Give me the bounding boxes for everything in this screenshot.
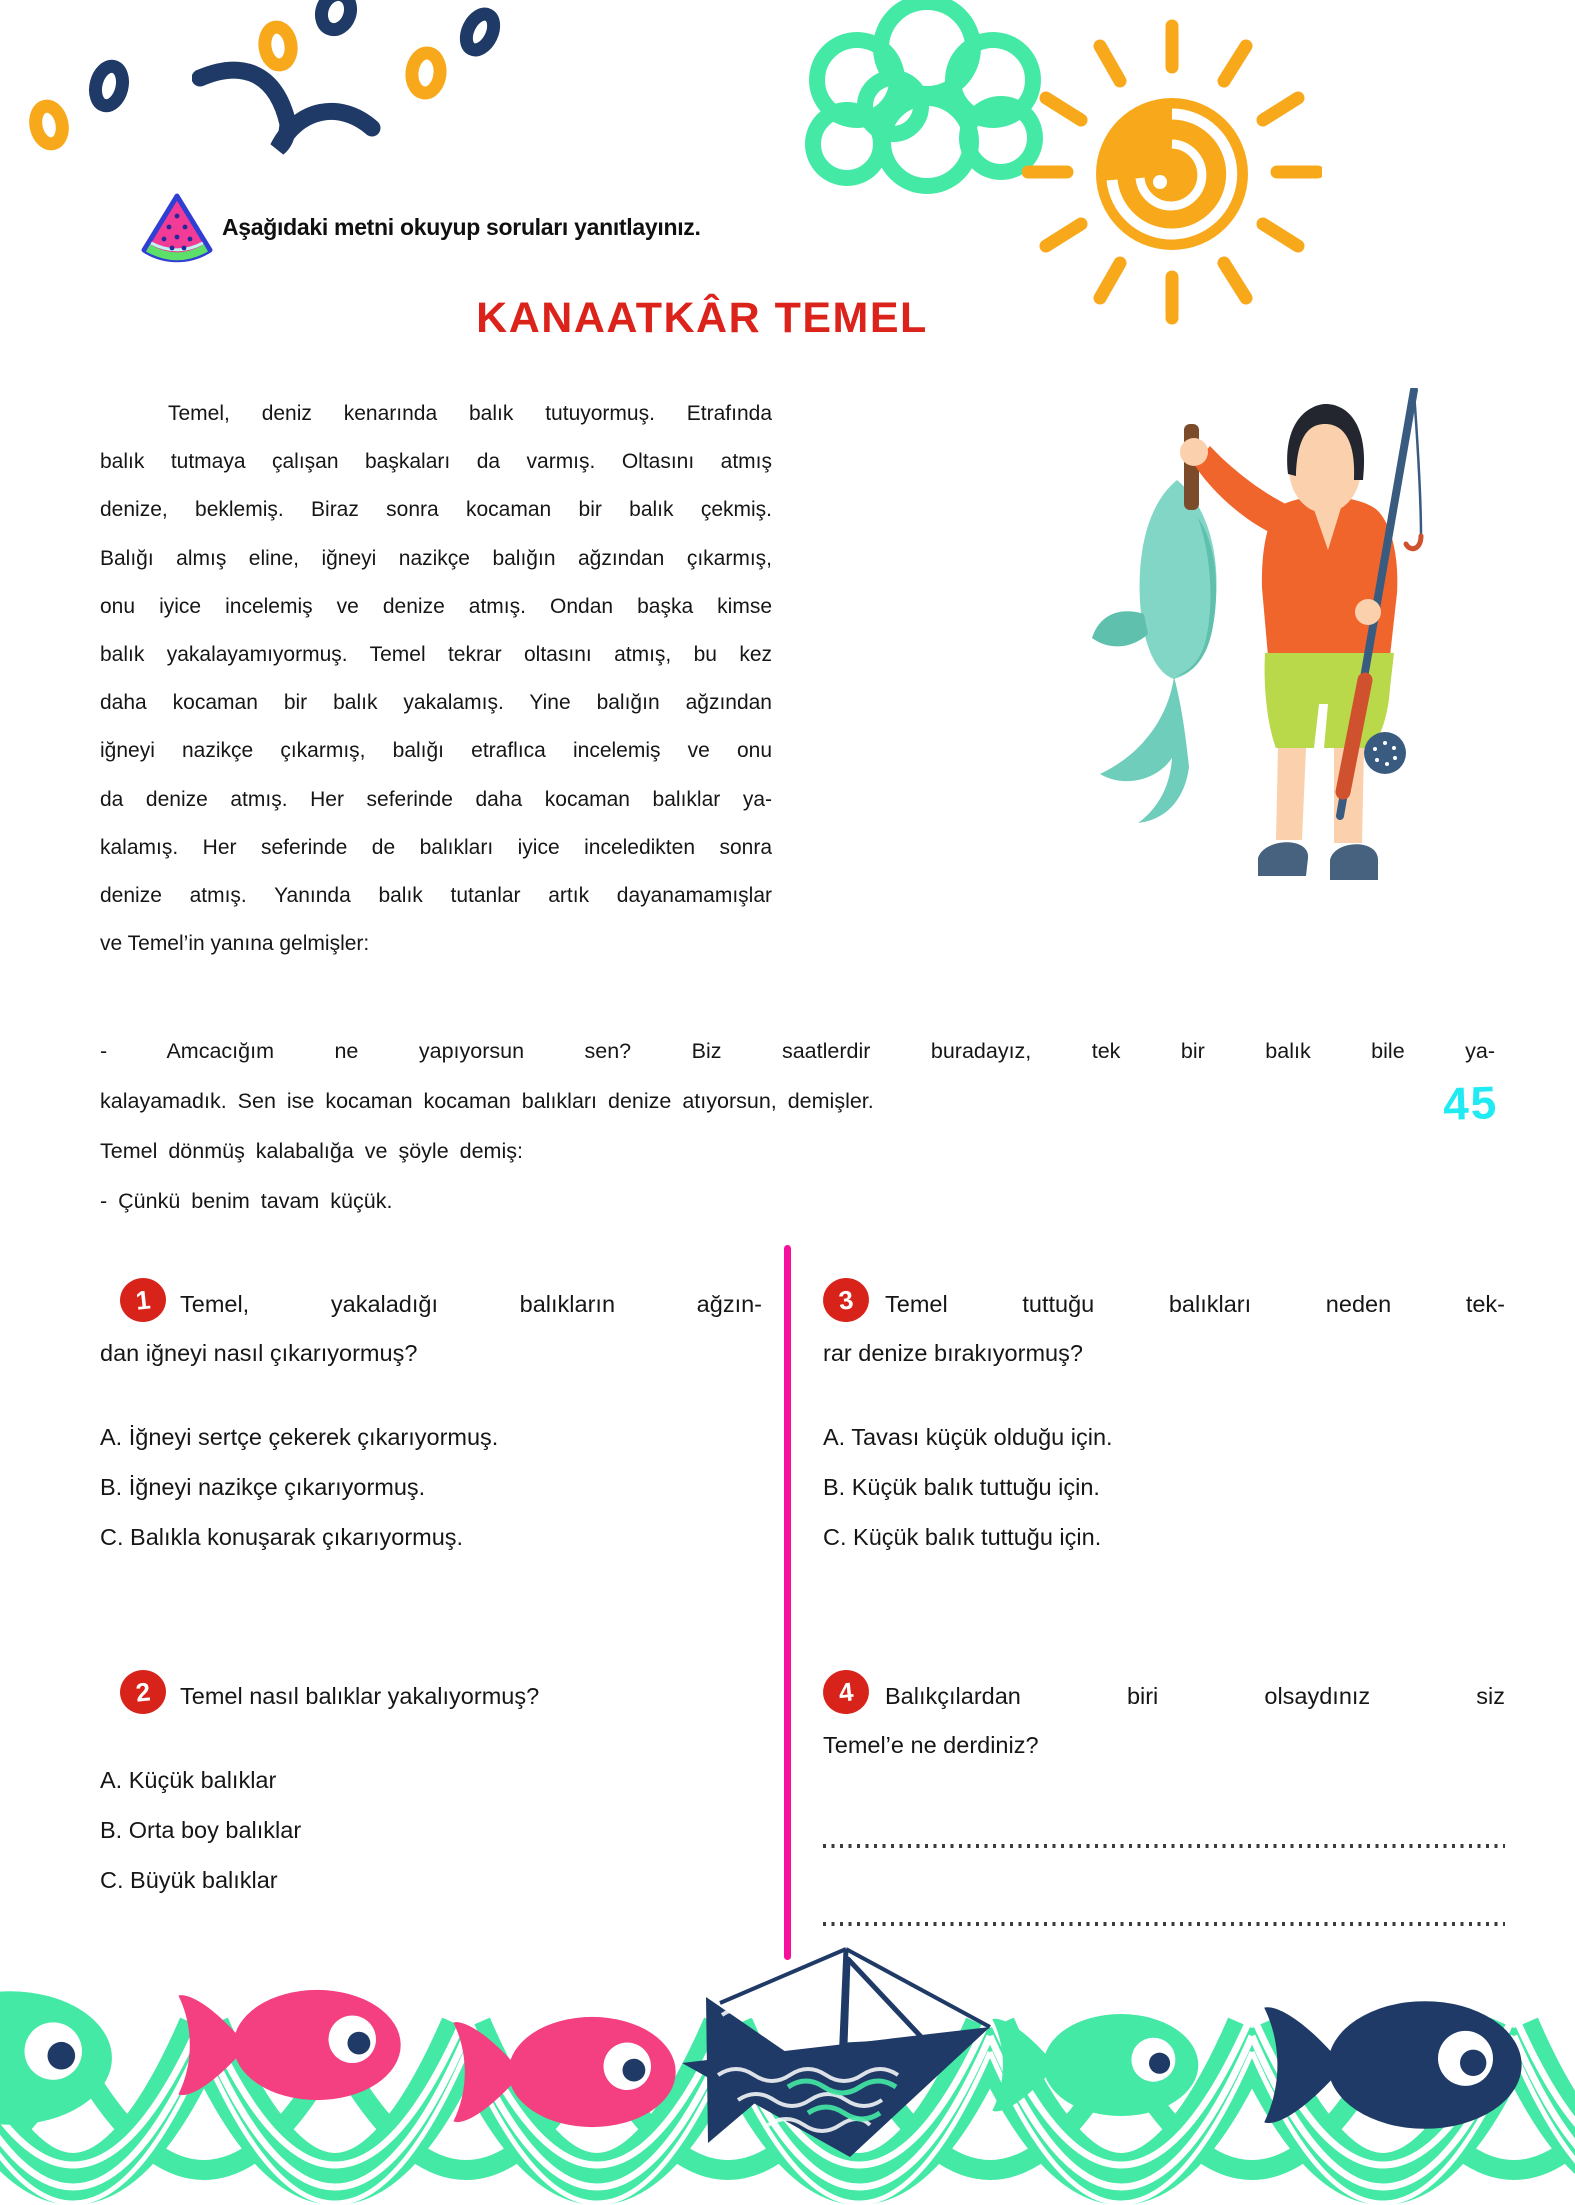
watermelon-icon [138, 192, 216, 268]
story-line: Temel dönmüş kalabalığa ve şöyle demiş: [100, 1139, 523, 1163]
answer-blank-line[interactable] [823, 1844, 1505, 1848]
story-column-text [100, 390, 772, 968]
doodle-dot-navy [312, 0, 360, 40]
page-title: KANAATKÂR TEMEL [476, 294, 928, 342]
question-1 [100, 1272, 762, 1636]
fisherman-illustration [1072, 388, 1472, 988]
answer-option: C. Küçük balık tuttuğu için. [823, 1524, 1102, 1550]
column-divider [784, 1245, 791, 1960]
story-line: daha kocaman bir balık yakalamış. Yine balığın ağzından [100, 691, 772, 715]
question-text [823, 1280, 1505, 1378]
answer-option: B. Küçük balık tuttuğu için. [823, 1474, 1100, 1500]
question-text-line: Temel tuttuğu balıkları neden tek- [885, 1291, 1505, 1317]
question-number: 3 [837, 1283, 855, 1316]
question-text [823, 1672, 1505, 1770]
story-fullwidth-text [100, 1026, 1495, 1226]
answer-option: B. İğneyi nazikçe çıkarıyormuş. [100, 1474, 426, 1500]
story-line: balık yakalayamıyormuş. Temel tekrar oltasını atmış, bu kez [100, 643, 772, 667]
page-number: 45 [1442, 1076, 1500, 1130]
story-line: kalamış. Her seferinde de balıkları iyice inceledikten sonra [100, 835, 772, 859]
story-line: - Amcacığım ne yapıyorsun sen? Biz saatlerdir buradayız, tek bir balık bile ya- [100, 1039, 1495, 1063]
instruction-text: Aşağıdaki metni okuyup soruları yanıtlayınız. [222, 214, 701, 240]
answer-option: C. Büyük balıklar [100, 1867, 278, 1893]
doodle-dot-yellow [402, 40, 450, 106]
story-line: denize atmış. Yanında balık tutanlar artık dayanamamışlar [100, 884, 772, 908]
story-line: kalayamadık. Sen ise kocaman kocaman balıkları denize atıyorsun, demişler. [100, 1089, 874, 1113]
answer-option: A. Tavası küçük olduğu için. [823, 1424, 1113, 1450]
story-line: - Çünkü benim tavam küçük. [100, 1189, 393, 1213]
cloud-scribble-icon [795, 0, 1050, 209]
story-line: ve Temel’in yanına gelmişler: [100, 932, 370, 956]
story-line: Balığı almış eline, iğneyi nazikçe balığın ağzından çıkarmış, [100, 546, 772, 570]
story-line: denize, beklemiş. Biraz sonra kocaman bir balık çekmiş. [100, 498, 772, 522]
question-number: 2 [134, 1675, 152, 1708]
bird-doodle-icon [192, 58, 382, 178]
story-line: Temel, deniz kenarında balık tutuyormuş. Etrafında [168, 402, 772, 425]
answer-option: B. Orta boy balıklar [100, 1817, 302, 1843]
doodle-dot-navy [458, 0, 502, 64]
doodle-dot-yellow [26, 92, 72, 158]
question-options [823, 1412, 1505, 1562]
sun-icon [1022, 2, 1322, 332]
doodle-dot-navy [86, 52, 132, 120]
question-text-line: Balıkçılardan biri olsaydınız siz [885, 1683, 1505, 1709]
question-text [100, 1672, 762, 1721]
question-text-line: dan iğneyi nasıl çıkarıyormuş? [100, 1340, 418, 1366]
question-3 [823, 1272, 1505, 1636]
answer-option: A. Küçük balıklar [100, 1767, 277, 1793]
question-text [100, 1280, 762, 1378]
question-options [100, 1412, 762, 1562]
bottom-wave-band [0, 1860, 1575, 2205]
question-text-line: rar denize bırakıyormuş? [823, 1340, 1083, 1366]
caught-fish [1092, 480, 1217, 823]
question-number: 1 [134, 1283, 152, 1316]
story-line: iğneyi nazikçe çıkarmış, balığı etraflıca incelemiş ve onu [100, 739, 772, 763]
question-text-line: Temel, yakaladığı balıkların ağzın- [180, 1291, 762, 1317]
story-line: onu iyice incelemiş ve denize atmış. Ondan başka kimse [100, 594, 772, 618]
question-text-line: Temel nasıl balıklar yakalıyormuş? [180, 1683, 540, 1709]
story-line: da denize atmış. Her seferinde daha kocaman balıklar ya- [100, 787, 772, 811]
answer-option: C. Balıkla konuşarak çıkarıyormuş. [100, 1524, 464, 1550]
answer-option: A. İğneyi sertçe çekerek çıkarıyormuş. [100, 1424, 499, 1450]
question-number: 4 [837, 1675, 855, 1708]
question-text-line: Temel’e ne derdiniz? [823, 1732, 1039, 1758]
story-line: balık tutmaya çalışan başkaları da varmış. Oltasını atmış [100, 450, 772, 474]
